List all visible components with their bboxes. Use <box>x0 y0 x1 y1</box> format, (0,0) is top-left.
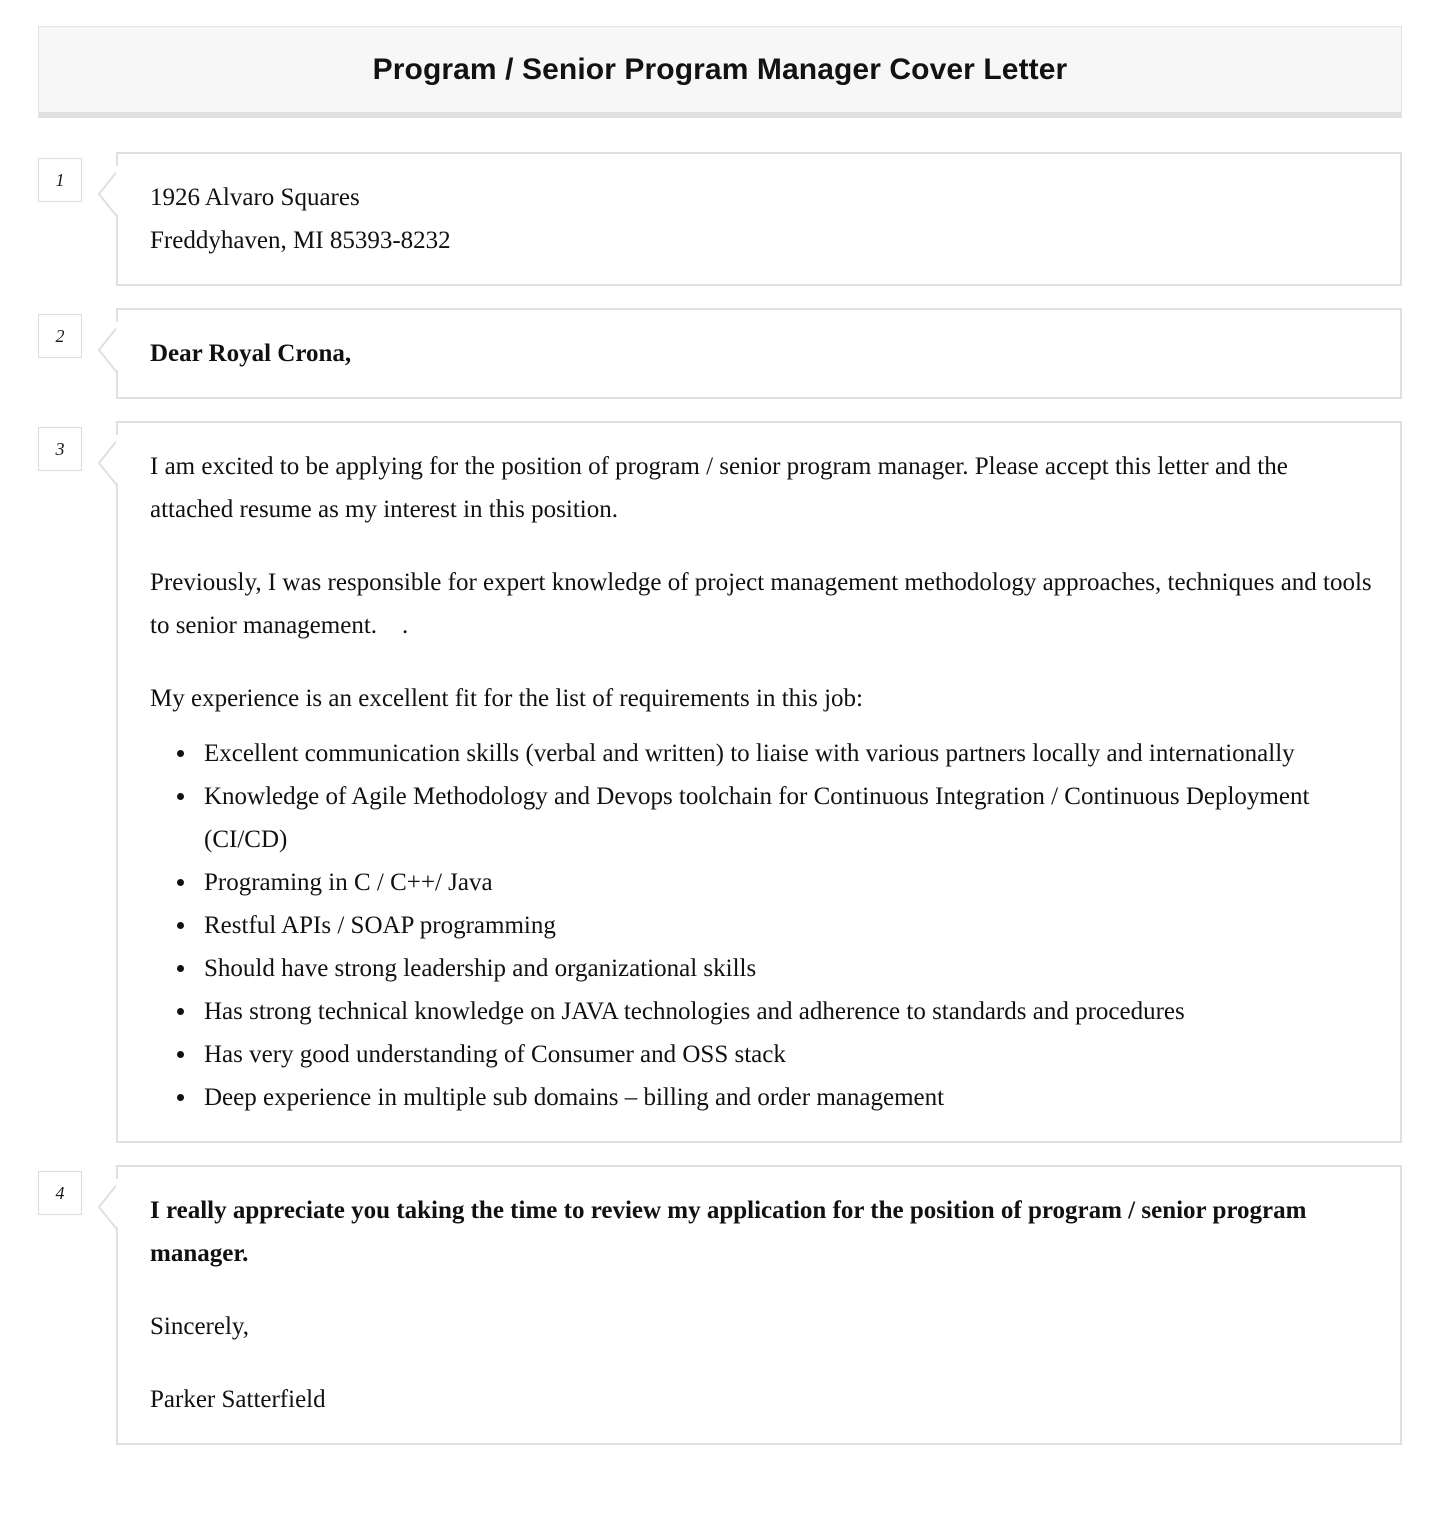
page-title: Program / Senior Program Manager Cover Letter <box>372 53 1068 86</box>
section-number-badge-1: 1 <box>38 158 82 202</box>
salutation-text: Dear Royal Crona, <box>150 340 352 367</box>
list-item: • Programing in C / C++/ Java <box>198 861 1374 904</box>
section-closing <box>38 1165 1402 1445</box>
section-salutation <box>38 308 1402 399</box>
sections-container <box>38 152 1402 1467</box>
body-paragraph-1: I am excited to be applying for the position of program / senior program manager. Please accept this letter and the attached resume as my interest in this position. <box>150 453 1295 523</box>
section-sender-address <box>38 152 1402 286</box>
body-paragraph-3: My experience is an excellent fit for the list of requirements in this job: <box>150 685 863 712</box>
section-number-badge-2: 2 <box>38 314 82 358</box>
address-line-2: Freddyhaven, MI 85393-8232 <box>150 227 451 254</box>
list-item: • Excellent communication skills (verbal and written) to liaise with various partners locally and internationally <box>198 732 1374 775</box>
list-item: • Has very good understanding of Consumer and OSS stack <box>198 1033 1374 1076</box>
requirements-list <box>150 732 1374 1119</box>
list-item: • Deep experience in multiple sub domains – billing and order management <box>198 1076 1374 1119</box>
document-header <box>38 26 1402 118</box>
list-item: • Should have strong leadership and organizational skills <box>198 947 1374 990</box>
list-item: • Has strong technical knowledge on JAVA technologies and adherence to standards and procedures <box>198 990 1374 1033</box>
closing-card <box>116 1165 1402 1445</box>
list-item: • Knowledge of Agile Methodology and Devops toolchain for Continuous Integration / Continuous Deployment (CI/CD) <box>198 775 1374 861</box>
section-body <box>38 421 1402 1143</box>
list-item: • Restful APIs / SOAP programming <box>198 904 1374 947</box>
closing-signature: Parker Satterfield <box>150 1386 326 1413</box>
address-line-1: 1926 Alvaro Squares <box>150 184 360 211</box>
body-paragraph-2: Previously, I was responsible for expert knowledge of project management methodology approaches, techniques and tools to senior management. . <box>150 569 1378 639</box>
address-card <box>116 152 1402 286</box>
body-card <box>116 421 1402 1143</box>
closing-thanks: I really appreciate you taking the time to review my application for the position of program / senior program manager. <box>150 1197 1313 1267</box>
salutation-card <box>116 308 1402 399</box>
closing-signoff: Sincerely, <box>150 1313 250 1340</box>
section-number-badge-4: 4 <box>38 1171 82 1215</box>
section-number-badge-3: 3 <box>38 427 82 471</box>
